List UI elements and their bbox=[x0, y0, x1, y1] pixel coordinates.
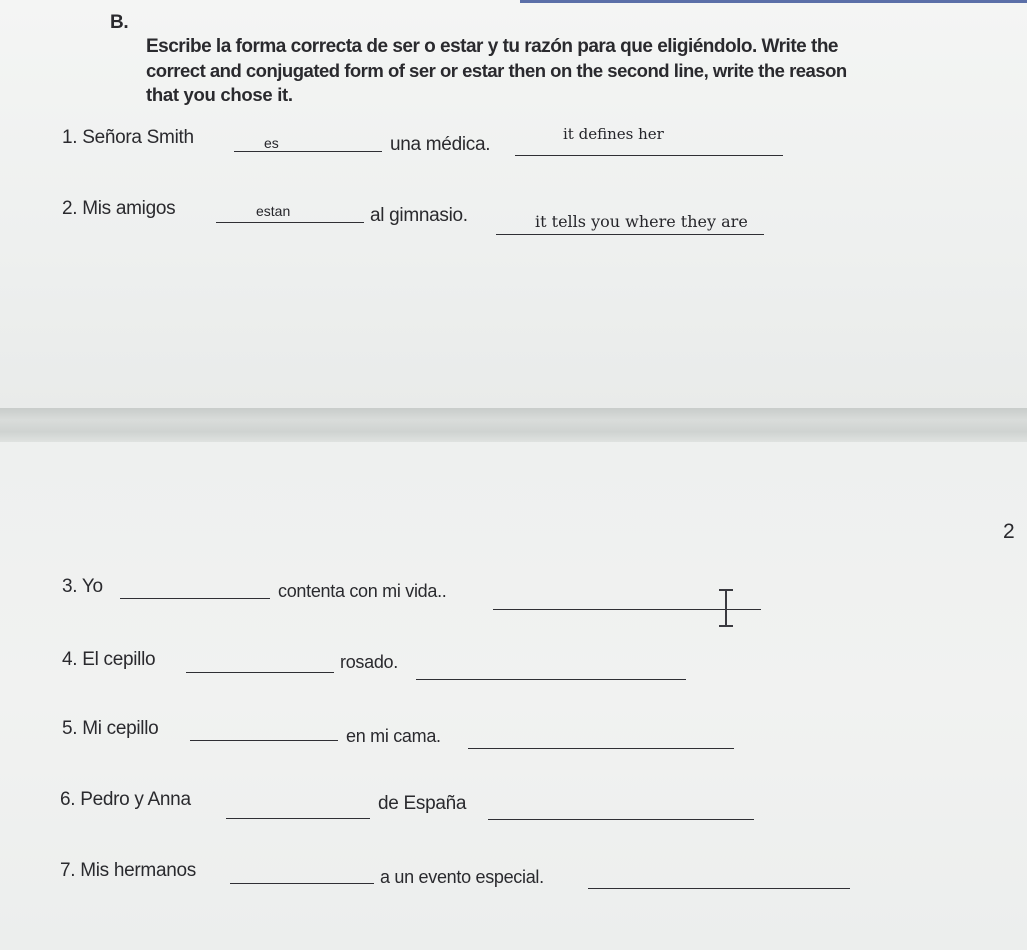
item-suffix: en mi cama. bbox=[346, 726, 441, 746]
instruction-line-2: correct and conjugated form of ser or estar then on the second line, write the reason bbox=[146, 60, 847, 81]
item-prefix: 2. Mis amigos bbox=[62, 198, 176, 219]
item-prefix: 5. Mi cepillo bbox=[62, 718, 159, 739]
answer-blank[interactable] bbox=[216, 222, 364, 223]
reason-text: it tells you where they are bbox=[535, 212, 748, 231]
item-prefix: 3. Yo bbox=[62, 576, 103, 597]
answer-text: estan bbox=[256, 203, 291, 219]
section-letter: B. bbox=[110, 12, 129, 33]
page-gap bbox=[0, 408, 1027, 442]
answer-blank[interactable] bbox=[120, 598, 270, 599]
answer-blank[interactable] bbox=[186, 672, 334, 673]
top-edge-bar bbox=[520, 0, 1027, 3]
item-suffix: de España bbox=[378, 793, 467, 814]
page-2 bbox=[0, 442, 1027, 950]
answer-text: es bbox=[264, 135, 279, 151]
reason-blank[interactable] bbox=[496, 234, 764, 235]
answer-blank[interactable] bbox=[234, 151, 382, 152]
item-suffix: contenta con mi vida.. bbox=[278, 581, 447, 601]
item-prefix: 1. Señora Smith bbox=[62, 127, 194, 148]
reason-blank[interactable] bbox=[468, 748, 734, 749]
item-prefix: 7. Mis hermanos bbox=[60, 860, 196, 881]
reason-blank[interactable] bbox=[416, 679, 686, 680]
reason-text: it defines her bbox=[563, 125, 664, 143]
item-prefix: 6. Pedro y Anna bbox=[60, 789, 191, 810]
text-cursor-icon bbox=[716, 588, 736, 633]
instruction-line-3: that you chose it. bbox=[146, 84, 293, 105]
answer-blank[interactable] bbox=[226, 818, 370, 819]
instruction-line-1: Escribe la forma correcta de ser o estar y tu razón para que eligiéndolo. Write the bbox=[146, 36, 838, 57]
page-1 bbox=[0, 0, 1027, 408]
page-number: 2 bbox=[1003, 520, 1015, 543]
item-prefix: 4. El cepillo bbox=[62, 649, 156, 670]
item-suffix: rosado. bbox=[340, 652, 398, 672]
item-suffix: al gimnasio. bbox=[370, 205, 468, 226]
item-suffix: a un evento especial. bbox=[380, 867, 544, 887]
reason-blank[interactable] bbox=[488, 819, 754, 820]
answer-blank[interactable] bbox=[190, 740, 338, 741]
answer-blank[interactable] bbox=[230, 883, 374, 884]
reason-blank[interactable] bbox=[588, 888, 850, 889]
reason-blank[interactable] bbox=[515, 155, 783, 156]
item-suffix: una médica. bbox=[390, 134, 491, 155]
